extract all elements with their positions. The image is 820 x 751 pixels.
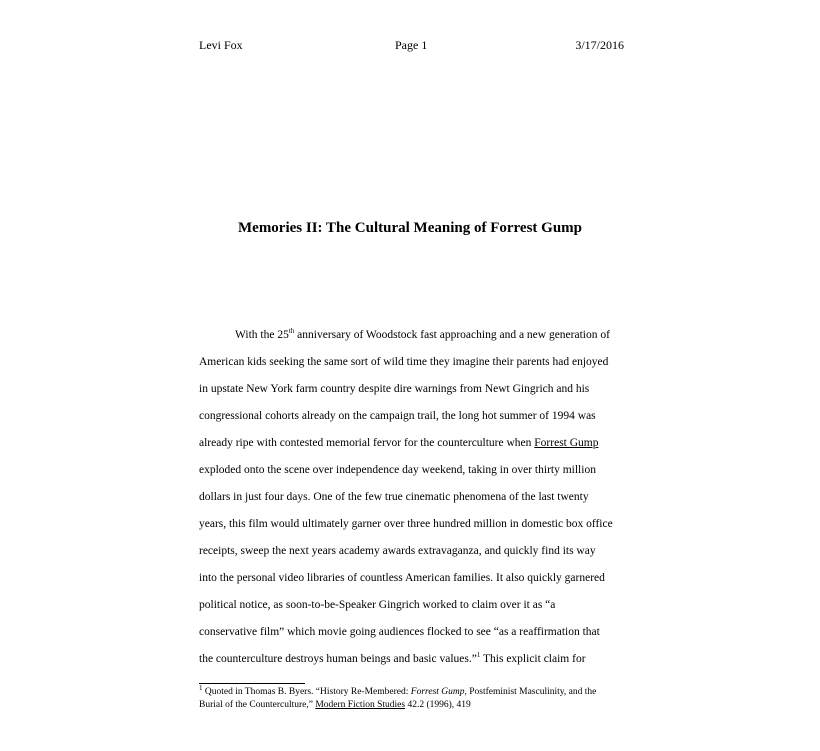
footnote-journal: Modern Fiction Studies	[315, 699, 406, 710]
body-line: in upstate New York farm country despite dire warnings from Newt Gingrich and his	[199, 383, 590, 395]
footnote-text: Quoted in Thomas B. Byers. “History Re-Membered:	[202, 687, 411, 697]
footnote	[199, 683, 629, 711]
body-line	[199, 650, 586, 668]
footnote-text: Burial of the Counterculture,”	[199, 699, 316, 710]
body-text: the counterculture destroys human beings and basic values.”	[199, 653, 477, 665]
body-line: political notice, as soon-to-be-Speaker Gingrich worked to claim over it as “a	[199, 599, 556, 611]
footnote-text: 42.2 (1996), 419	[405, 699, 471, 710]
body-line: years, this film would ultimately garner over three hundred million in domestic box office	[199, 518, 613, 530]
header-author: Levi Fox	[199, 38, 243, 52]
body-text: already ripe with contested memorial fervor for the counterculture when	[199, 437, 535, 449]
superscript: th	[288, 327, 295, 336]
body-text: This explicit claim for	[480, 653, 586, 665]
footnote-italic-title: Forrest Gump	[410, 687, 465, 697]
body-text: With the 25	[235, 329, 289, 341]
header-page-number: Page 1	[395, 38, 428, 52]
body-line: congressional cohorts already on the campaign trail, the long hot summer of 1994 was	[199, 410, 596, 422]
body-line: receipts, sweep the next years academy awards extravaganza, and quickly find its way	[199, 545, 596, 557]
footnote-text: , Postfeminist Masculinity, and the	[464, 687, 597, 697]
footnote-line	[199, 683, 629, 699]
footnote-reference: 1	[476, 651, 481, 660]
body-line: conservative film” which movie going audiences flocked to see “as a reaffirmation that	[199, 626, 600, 638]
footnote-line	[199, 699, 629, 712]
film-title: Forrest Gump	[534, 437, 599, 449]
body-line	[199, 434, 599, 452]
footnote-marker: 1	[199, 683, 203, 692]
body-text: anniversary of Woodstock fast approaching and a new generation of	[294, 329, 610, 341]
page-header	[199, 38, 624, 56]
body-line	[235, 326, 610, 344]
footnote-divider	[199, 683, 305, 684]
header-date: 3/17/2016	[575, 38, 624, 52]
body-line: exploded onto the scene over independence day weekend, taking in over thirty million	[199, 464, 596, 476]
body-line: American kids seeking the same sort of wild time they imagine their parents had enjoyed	[199, 356, 609, 368]
document-title: Memories II: The Cultural Meaning of Forrest Gump	[238, 220, 582, 236]
body-line: into the personal video libraries of countless American families. It also quickly garnered	[199, 572, 605, 584]
body-line: dollars in just four days. One of the few true cinematic phenomena of the last twenty	[199, 491, 589, 503]
